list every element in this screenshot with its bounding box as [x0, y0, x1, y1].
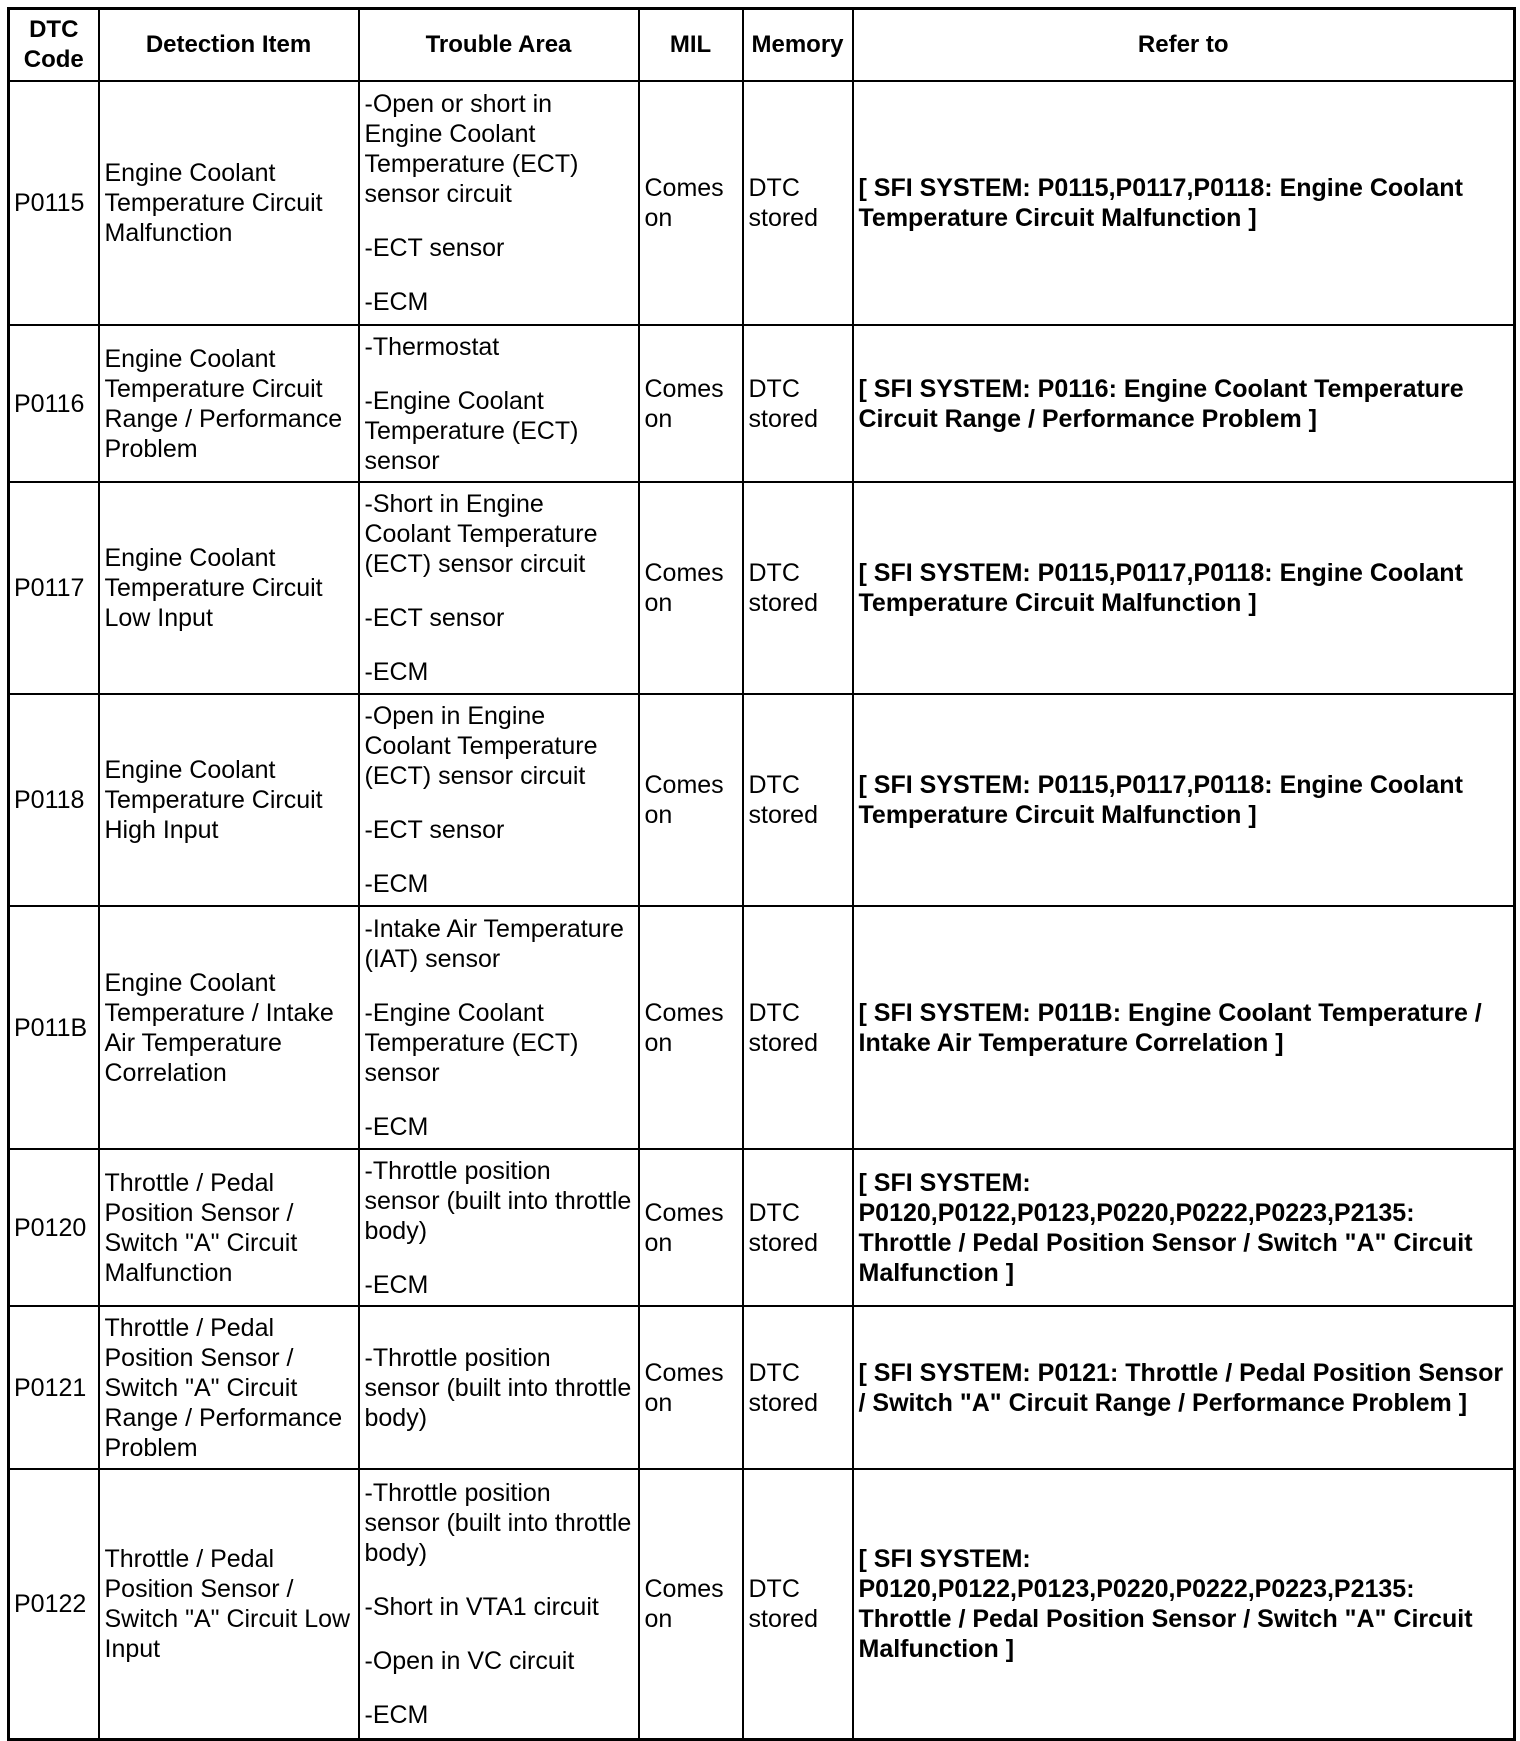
table-row: [9, 325, 1515, 482]
dtc-code-cell: P0116: [9, 325, 99, 482]
memory-cell: DTC stored: [743, 1469, 853, 1739]
dtc-code-cell: P011B: [9, 906, 99, 1149]
detection-item-cell: Throttle / Pedal Position Sensor / Switch "A" Circuit Range / Performance Problem: [99, 1306, 359, 1469]
dtc-code-cell: P0122: [9, 1469, 99, 1739]
trouble-area-item: -Open in VC circuit: [364, 1646, 575, 1675]
trouble-area-item: -Short in VTA1 circuit: [364, 1592, 599, 1621]
trouble-area-cell: [359, 482, 639, 694]
trouble-area-cell: [359, 325, 639, 482]
dtc-code-cell: P0115: [9, 81, 99, 325]
refer-to-link: [ SFI SYSTEM: P011B: Engine Coolant Temperature / Intake Air Temperature Correlation ]: [853, 906, 1515, 1149]
dtc-table-sheet: [7, 7, 1513, 1741]
trouble-area-cell: [359, 81, 639, 325]
table-row: [9, 482, 1515, 694]
table-row: [9, 694, 1515, 906]
memory-cell: DTC stored: [743, 482, 853, 694]
mil-cell: Comes on: [639, 1306, 743, 1469]
trouble-area-item: -ECT sensor: [364, 604, 505, 632]
trouble-area-item: -ECT sensor: [364, 234, 505, 262]
memory-cell: DTC stored: [743, 906, 853, 1149]
table-row: [9, 81, 1515, 325]
header-trouble-area: Trouble Area: [359, 9, 639, 82]
trouble-area-item: -Open in Engine Coolant Temperature (ECT) sensor circuit: [364, 702, 598, 790]
mil-cell: Comes on: [639, 694, 743, 906]
trouble-area-item: -ECM: [364, 1270, 429, 1299]
table-row: [9, 906, 1515, 1149]
detection-item-cell: Throttle / Pedal Position Sensor / Switch "A" Circuit Malfunction: [99, 1149, 359, 1306]
detection-item-cell: Throttle / Pedal Position Sensor / Switch "A" Circuit Low Input: [99, 1469, 359, 1739]
trouble-area-item: -ECM: [364, 1112, 429, 1141]
trouble-area-item: -Engine Coolant Temperature (ECT) sensor: [364, 386, 579, 475]
trouble-area-item: -ECM: [364, 288, 429, 316]
trouble-area-item: -Throttle position sensor (built into throttle body): [364, 1343, 632, 1432]
mil-cell: Comes on: [639, 325, 743, 482]
trouble-area-item: -Thermostat: [364, 332, 500, 361]
header-dtc-code: DTC Code: [9, 9, 99, 82]
refer-to-link: [ SFI SYSTEM: P0115,P0117,P0118: Engine Coolant Temperature Circuit Malfunction ]: [853, 81, 1515, 325]
trouble-area-cell: [359, 1149, 639, 1306]
refer-to-link: [ SFI SYSTEM: P0120,P0122,P0123,P0220,P0222,P0223,P2135: Throttle / Pedal Position Sensor / Switch "A" Circuit Malfunction ]: [853, 1149, 1515, 1306]
memory-cell: DTC stored: [743, 1306, 853, 1469]
trouble-area-cell: [359, 694, 639, 906]
trouble-area-item: -ECM: [364, 658, 429, 686]
table-row: [9, 1469, 1515, 1739]
mil-cell: Comes on: [639, 482, 743, 694]
refer-to-link: [ SFI SYSTEM: P0121: Throttle / Pedal Position Sensor / Switch "A" Circuit Range / Performance Problem ]: [853, 1306, 1515, 1469]
detection-item-cell: Engine Coolant Temperature Circuit Low Input: [99, 482, 359, 694]
header-row: [9, 9, 1515, 82]
refer-to-link: [ SFI SYSTEM: P0115,P0117,P0118: Engine Coolant Temperature Circuit Malfunction ]: [853, 694, 1515, 906]
dtc-table: [7, 7, 1516, 1741]
dtc-code-cell: P0117: [9, 482, 99, 694]
memory-cell: DTC stored: [743, 81, 853, 325]
memory-cell: DTC stored: [743, 694, 853, 906]
dtc-code-cell: P0121: [9, 1306, 99, 1469]
memory-cell: DTC stored: [743, 1149, 853, 1306]
header-mil: MIL: [639, 9, 743, 82]
trouble-area-item: -Throttle position sensor (built into throttle body): [364, 1156, 632, 1245]
mil-cell: Comes on: [639, 1469, 743, 1739]
trouble-area-item: -Open or short in Engine Coolant Temperature (ECT) sensor circuit: [364, 90, 579, 208]
mil-cell: Comes on: [639, 906, 743, 1149]
trouble-area-cell: [359, 1469, 639, 1739]
table-row: [9, 1306, 1515, 1469]
header-detection-item: Detection Item: [99, 9, 359, 82]
detection-item-cell: Engine Coolant Temperature Circuit Malfunction: [99, 81, 359, 325]
header-refer-to: Refer to: [853, 9, 1515, 82]
detection-item-cell: Engine Coolant Temperature Circuit High Input: [99, 694, 359, 906]
trouble-area-item: -ECT sensor: [364, 816, 505, 844]
refer-to-link: [ SFI SYSTEM: P0116: Engine Coolant Temperature Circuit Range / Performance Problem ]: [853, 325, 1515, 482]
detection-item-cell: Engine Coolant Temperature / Intake Air Temperature Correlation: [99, 906, 359, 1149]
trouble-area-item: -Short in Engine Coolant Temperature (ECT) sensor circuit: [364, 490, 598, 578]
dtc-table-body: [9, 81, 1515, 1739]
memory-cell: DTC stored: [743, 325, 853, 482]
mil-cell: Comes on: [639, 81, 743, 325]
header-memory: Memory: [743, 9, 853, 82]
dtc-code-cell: P0120: [9, 1149, 99, 1306]
trouble-area-item: -ECM: [364, 1700, 429, 1729]
refer-to-link: [ SFI SYSTEM: P0120,P0122,P0123,P0220,P0222,P0223,P2135: Throttle / Pedal Position Sensor / Switch "A" Circuit Malfunction ]: [853, 1469, 1515, 1739]
dtc-code-cell: P0118: [9, 694, 99, 906]
trouble-area-cell: [359, 1306, 639, 1469]
trouble-area-item: -Intake Air Temperature (IAT) sensor: [364, 914, 624, 973]
detection-item-cell: Engine Coolant Temperature Circuit Range / Performance Problem: [99, 325, 359, 482]
trouble-area-item: -Throttle position sensor (built into throttle body): [364, 1478, 632, 1567]
trouble-area-cell: [359, 906, 639, 1149]
trouble-area-item: -ECM: [364, 870, 429, 898]
mil-cell: Comes on: [639, 1149, 743, 1306]
trouble-area-item: -Engine Coolant Temperature (ECT) sensor: [364, 998, 579, 1087]
refer-to-link: [ SFI SYSTEM: P0115,P0117,P0118: Engine Coolant Temperature Circuit Malfunction ]: [853, 482, 1515, 694]
table-row: [9, 1149, 1515, 1306]
